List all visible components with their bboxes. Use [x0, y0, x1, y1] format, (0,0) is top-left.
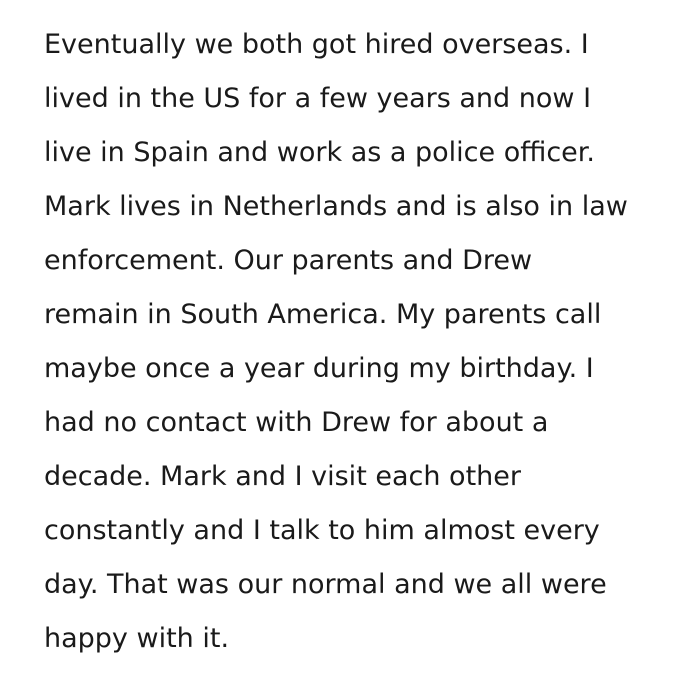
paragraph-line: remain in South America. My parents call [44, 299, 602, 330]
paragraph-line: lived in the US for a few years and now I [44, 83, 592, 114]
paragraph-line: day. That was our normal and we all were [44, 569, 607, 600]
paragraph-line: Mark lives in Netherlands and is also in law [44, 191, 628, 222]
paragraph-line: Eventually we both got hired overseas. I [44, 29, 589, 60]
paragraph-line: maybe once a year during my birthday. I [44, 353, 594, 384]
paragraph-line: enforcement. Our parents and Drew [44, 245, 533, 276]
paragraph-line: live in Spain and work as a police officer. [44, 137, 595, 168]
story-paragraph [44, 18, 694, 666]
paragraph-line: constantly and I talk to him almost every [44, 515, 600, 546]
paragraph-line: happy with it. [44, 623, 230, 654]
paragraph-line: had no contact with Drew for about a [44, 407, 549, 438]
paragraph-line: decade. Mark and I visit each other [44, 461, 521, 492]
